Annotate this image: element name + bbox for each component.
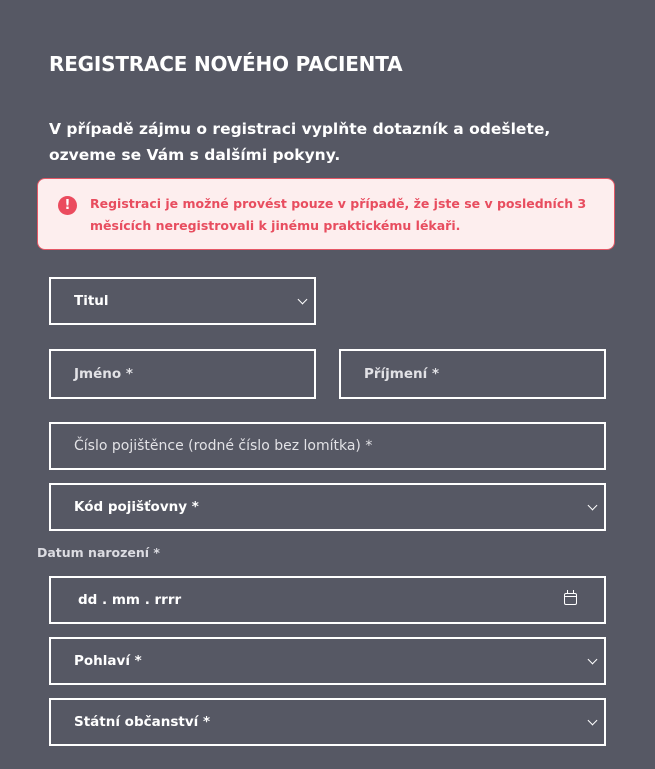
warning-alert: [37, 178, 615, 250]
exclamation-circle-icon: !: [58, 196, 77, 215]
insurance-number-input[interactable]: [49, 422, 606, 470]
insurance-number-placeholder: Číslo pojištěnce (rodné číslo bez lomítka) *: [74, 438, 373, 454]
title-select-value: Titul: [74, 293, 109, 309]
chevron-down-icon: [588, 501, 598, 511]
gender-select[interactable]: [49, 637, 606, 685]
chevron-down-icon: [588, 655, 598, 665]
birth-date-label: Datum narození *: [37, 545, 160, 560]
last-name-input[interactable]: [339, 349, 606, 399]
last-name-placeholder: Příjmení *: [364, 366, 440, 382]
citizenship-select[interactable]: [49, 698, 606, 746]
first-name-placeholder: Jméno *: [74, 366, 133, 382]
chevron-down-icon: [298, 295, 308, 305]
calendar-icon[interactable]: [564, 593, 577, 605]
chevron-down-icon: [588, 716, 598, 726]
insurer-code-select[interactable]: [49, 483, 606, 531]
alert-text: Registraci je možné provést pouze v případě, že jste se v posledních 3 měsících neregistrovali k jinému praktickému lékaři.: [90, 196, 587, 233]
birth-date-input[interactable]: [49, 576, 606, 624]
insurer-code-value: Kód pojišťovny *: [74, 499, 199, 515]
citizenship-value: Státní občanství *: [74, 714, 211, 730]
first-name-input[interactable]: [49, 349, 316, 399]
birth-date-placeholder: dd . mm . rrrr: [78, 592, 182, 608]
gender-value: Pohlaví *: [74, 653, 142, 669]
page-title: REGISTRACE NOVÉHO PACIENTA: [49, 52, 403, 76]
title-select[interactable]: [49, 277, 316, 325]
intro-text: V případě zájmu o registraci vyplňte dotazník a odešlete, ozveme se Vám s dalšími pokyny.: [49, 120, 551, 164]
